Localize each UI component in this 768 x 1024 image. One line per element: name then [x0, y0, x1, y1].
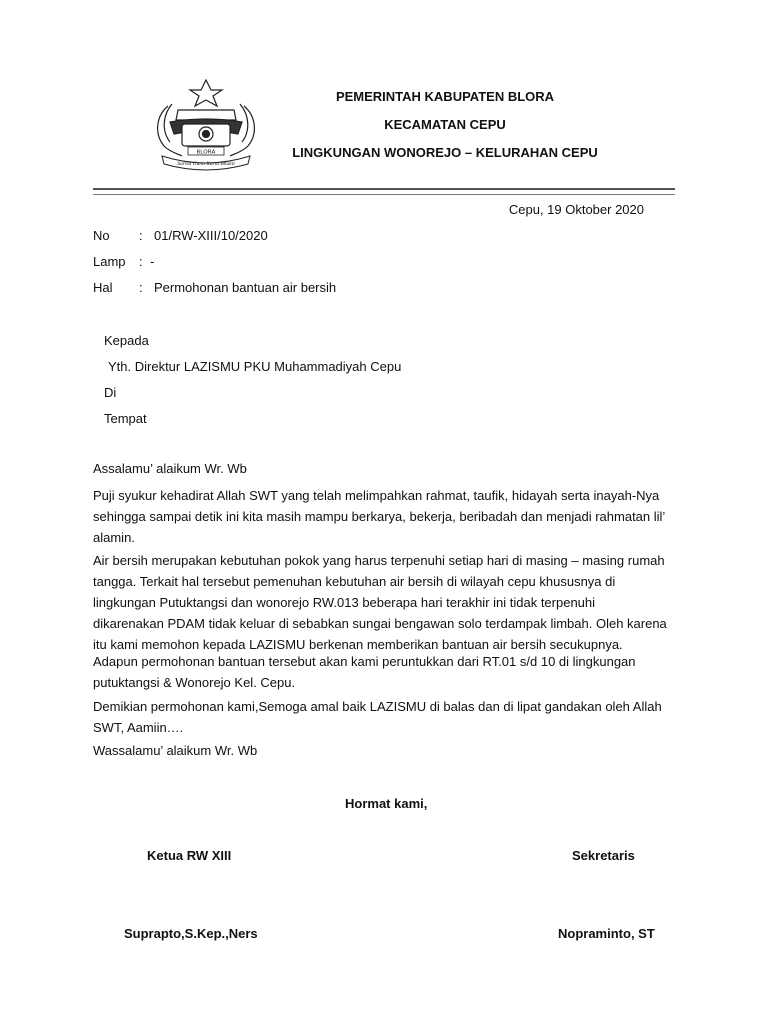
letterhead-divider-thin: [93, 194, 675, 195]
paragraph-4-line-2: SWT, Aamiin….: [93, 720, 184, 735]
paragraph-2-line-5: itu kami memohon kepada LAZISMU berkenan memberikan bantuan air bersih secukupnya.: [93, 637, 623, 652]
paragraph-3-line-2: putuktangsi & Wonorejo Kel. Cepu.: [93, 675, 296, 690]
meta-no-label: No: [93, 228, 110, 243]
paragraph-2-line-2: tangga. Terkait hal tersebut pemenuhan kebutuhan air bersih di wilayah cepu khususnya di: [93, 574, 616, 589]
logo-motto-text: Sarwa Guna Karta Bhakti: [177, 161, 235, 167]
paragraph-4-line-1: Demikian permohonan kami,Semoga amal baik LAZISMU di balas dan di lipat gandakan oleh Allah: [93, 699, 662, 714]
paragraph-2-line-4: dikarenakan PDAM tidak keluar di sebabkan sungai bengawan solo terdampak limbah. Oleh karena: [93, 616, 667, 631]
paragraph-2-line-3: lingkungan Putuktangsi dan wonorejo RW.013 beberapa hari terakhir ini tidak terpenuhi: [93, 595, 596, 610]
meta-no-sep: :: [139, 228, 143, 243]
letter-date: Cepu, 19 Oktober 2020: [508, 202, 644, 217]
paragraph-1-line-1: Puji syukur kehadirat Allah SWT yang telah melimpahkan rahmat, taufik, hidayah serta inayah-Nya: [93, 488, 660, 503]
signature-left-name: Suprapto,S.Kep.,Ners: [124, 926, 258, 941]
closing-greeting: Wassalamu’ alaikum Wr. Wb: [93, 743, 258, 758]
recipient-kepada: Kepada: [104, 333, 149, 348]
paragraph-2-line-1: Air bersih merupakan kebutuhan pokok yang harus terpenuhi setiap hari di masing – masing rumah: [93, 553, 665, 568]
paragraph-1-line-2: sehingga sampai detik ini kita masih mampu berkarya, bekerja, beribadah dan menjadi rahmatan lil’: [93, 509, 666, 524]
meta-lamp-label: Lamp: [93, 254, 126, 269]
meta-hal-label: Hal: [93, 280, 113, 295]
meta-hal-value: Permohonan bantuan air bersih: [154, 280, 337, 295]
blora-regency-emblem: [148, 76, 264, 172]
signature-left-title: Ketua RW XIII: [147, 848, 232, 863]
letterhead-line-3: LINGKUNGAN WONOREJO – KELURAHAN CEPU: [292, 145, 598, 160]
letterhead-line-2: KECAMATAN CEPU: [384, 117, 506, 132]
recipient-name: Yth. Direktur LAZISMU PKU Muhammadiyah Cepu: [108, 359, 402, 374]
meta-hal-sep: :: [139, 280, 143, 295]
signature-closing: Hormat kami,: [345, 796, 428, 811]
signature-right-title: Sekretaris: [572, 848, 635, 863]
recipient-tempat: Tempat: [104, 411, 147, 426]
meta-lamp-sep: :: [139, 254, 143, 269]
signature-right-name: Nopraminto, ST: [558, 926, 655, 941]
greeting: Assalamu’ alaikum Wr. Wb: [93, 461, 247, 476]
letterhead-line-1: PEMERINTAH KABUPATEN BLORA: [335, 89, 555, 104]
recipient-di: Di: [104, 385, 117, 400]
letterhead-divider-thick: [93, 188, 675, 190]
meta-no-value: 01/RW-XIII/10/2020: [154, 228, 268, 243]
logo-banner-text: BLORA: [196, 149, 216, 156]
paragraph-3-line-1: Adapun permohonan bantuan tersebut akan kami peruntukkan dari RT.01 s/d 10 di lingkungan: [93, 654, 636, 669]
paragraph-1-line-3: alamin.: [93, 530, 135, 545]
meta-lamp-value: -: [150, 254, 155, 269]
